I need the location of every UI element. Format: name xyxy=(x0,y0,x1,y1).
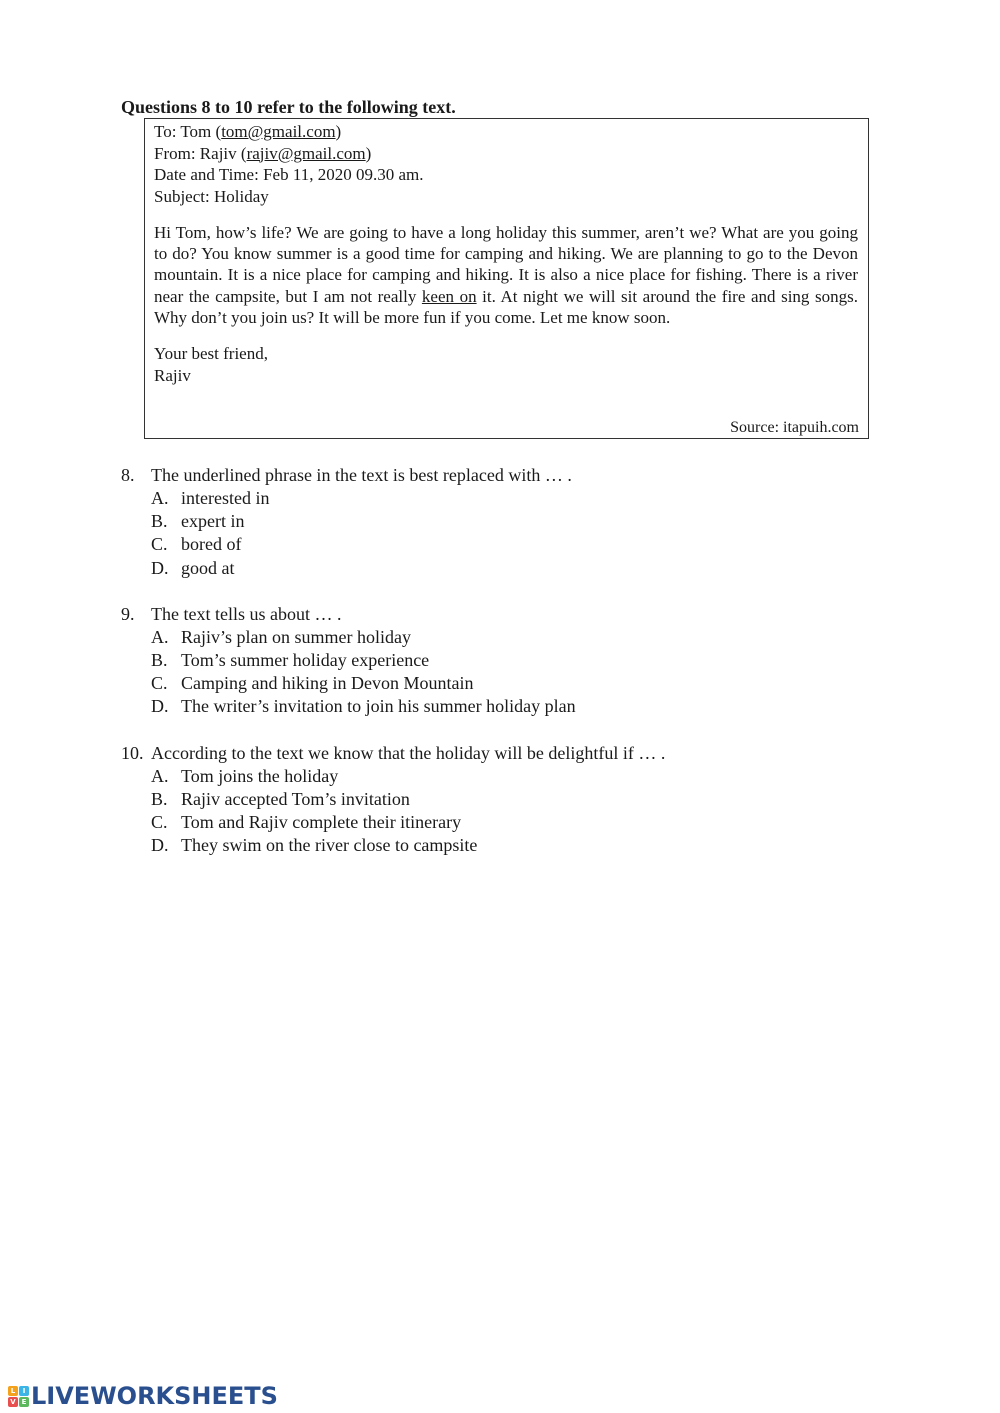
source-credit: Source: itapuih.com xyxy=(730,419,859,436)
logo-tile: I xyxy=(19,1386,29,1396)
logo-tile: E xyxy=(19,1397,29,1407)
email-subject-line: Subject: Holiday xyxy=(154,186,269,206)
email-signoff xyxy=(154,343,858,386)
option-d[interactable]: D. They swim on the river close to campsite xyxy=(151,835,478,856)
logo-tile: L xyxy=(8,1386,18,1396)
option-d[interactable]: D. good at xyxy=(151,557,235,578)
email-box xyxy=(144,118,869,439)
option-c[interactable]: C. Tom and Rajiv complete their itinerary xyxy=(151,812,462,833)
option-a[interactable]: A. Rajiv’s plan on summer holiday xyxy=(151,626,411,647)
option-b[interactable]: B. Rajiv accepted Tom’s invitation xyxy=(151,788,410,809)
question-number: 9. xyxy=(121,603,135,624)
question-number: 8. xyxy=(121,465,135,485)
option-a[interactable]: A. interested in xyxy=(151,488,270,508)
option-b[interactable]: B. expert in xyxy=(151,511,245,532)
option-b[interactable]: B. Tom’s summer holiday experience xyxy=(151,650,430,671)
question-list xyxy=(121,464,881,880)
email-to-line: To: Tom (tom@gmail.com) xyxy=(154,122,342,141)
email-header xyxy=(154,121,858,207)
email-signature: Rajiv xyxy=(154,365,191,385)
liveworksheets-logo[interactable] xyxy=(8,1381,278,1411)
logo-tile: V xyxy=(8,1397,18,1407)
liveworksheets-logo-text: LIVEWORKSHEETS xyxy=(31,1382,278,1410)
option-c[interactable]: C. Camping and hiking in Devon Mountain xyxy=(151,673,474,694)
question-9 xyxy=(121,603,881,719)
email-from-line: From: Rajiv (rajiv@gmail.com) xyxy=(154,143,372,163)
option-c[interactable]: C. bored of xyxy=(151,534,242,555)
question-text: According to the text we know that the holiday will be delightful if … . xyxy=(151,742,666,763)
to-email-link[interactable]: tom@gmail.com xyxy=(221,122,336,141)
email-body: Hi Tom, how’s life? We are going to have a long holiday this summer, aren’t we? What are you going to do? You know summer is a good time for camping and hiking. We are planning to go to the Devon mountain. It is a nice place for camping and hiking. It is also a nice place for fishing. There is a river near the campsite, but I am not really keen on it. At night we will sit around the fire and sing songs. Why don’t you join us? It will be more fun if you come. Let me know soon. xyxy=(154,223,858,327)
section-heading: Questions 8 to 10 refer to the following text. xyxy=(121,97,456,117)
question-text: The underlined phrase in the text is best replaced with … . xyxy=(151,465,572,485)
option-a[interactable]: A. Tom joins the holiday xyxy=(151,765,339,786)
question-number: 10. xyxy=(121,742,144,763)
email-date-line: Date and Time: Feb 11, 2020 09.30 am. xyxy=(154,165,424,184)
from-email-link[interactable]: rajiv@gmail.com xyxy=(246,143,366,163)
option-d[interactable]: D. The writer’s invitation to join his summer holiday plan xyxy=(151,696,576,717)
email-closing: Your best friend, xyxy=(154,344,268,364)
liveworksheets-logo-icon xyxy=(8,1386,29,1407)
question-text: The text tells us about … . xyxy=(151,603,342,624)
question-8 xyxy=(121,464,881,580)
question-10 xyxy=(121,742,881,858)
underlined-phrase: keen on xyxy=(421,286,477,306)
